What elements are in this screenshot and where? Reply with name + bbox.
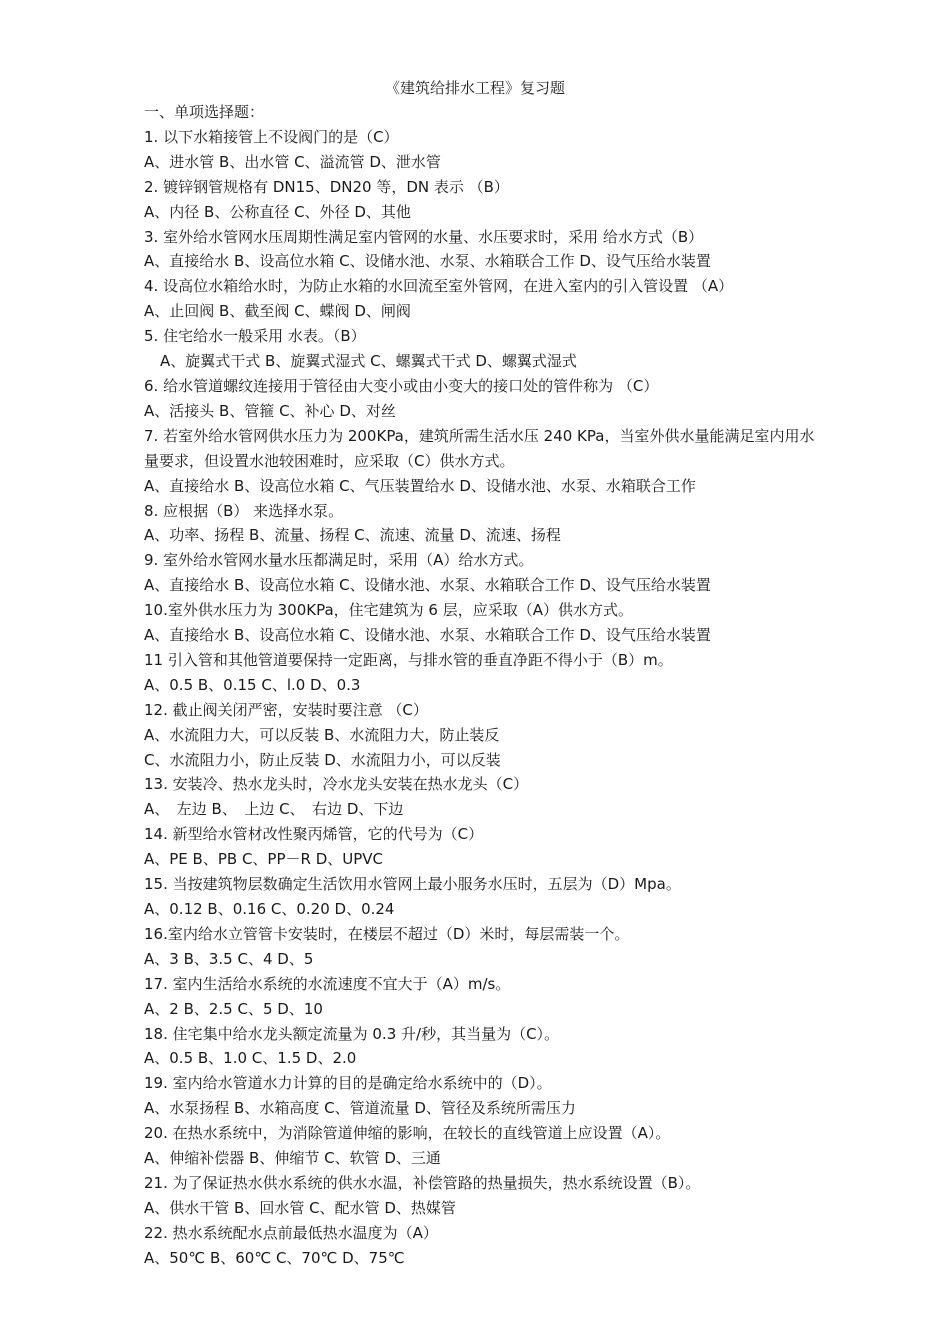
options-line: A、50℃ B、60℃ C、70℃ D、75℃ — [144, 1248, 405, 1267]
question-line: 5. 住宅给水一般采用 水表。（B） — [144, 327, 366, 346]
question-line: 22. 热水系统配水点前最低热水温度为（A） — [144, 1223, 438, 1242]
question-line: 3. 室外给水管网水压周期性满足室内管网的水量、水压要求时，采用 给水方式（B） — [144, 227, 704, 246]
question-line: 2. 镀锌钢管规格有 DN15、DN20 等，DN 表示 （B） — [144, 177, 509, 196]
options-line: A、水流阻力大，可以反装 B、水流阻力大，防止装反 — [144, 725, 500, 744]
options-line: A、PE B、PB C、PP－R D、UPVC — [144, 850, 384, 869]
question-line: 11 引入管和其他管道要保持一定距离，与排水管的垂直净距不得小于（B）m。 — [144, 650, 673, 669]
question-line: 7. 若室外给水管网供水压力为 200KPa，建筑所需生活水压 240 KPa，当室外供水量能满足室内用水量要求，但设置水池较困难时，应采取（C）供水方式。 — [144, 426, 815, 470]
options-line: A、2 B、2.5 C、5 D、10 — [144, 999, 323, 1018]
section-heading: 一、单项选择题： — [144, 103, 265, 121]
options-line: A、0.5 B、0.15 C、l.0 D、0.3 — [144, 675, 361, 694]
options-line: A、直接给水 B、设高位水箱 C、设储水池、水泵、水箱联合工作 D、设气压给水装置 — [144, 626, 711, 645]
question-line: 15. 当按建筑物层数确定生活饮用水管网上最小服务水压时，五层为（D）Mpa。 — [144, 875, 681, 894]
question-line: 18. 住宅集中给水龙头额定流量为 0.3 升/秒，其当量为（C）。 — [144, 1024, 560, 1043]
options-line: A、活接头 B、管箍 C、补心 D、对丝 — [144, 401, 396, 420]
options-line: A、进水管 B、出水管 C、溢流管 D、泄水管 — [144, 152, 441, 171]
options-line: A、止回阀 B、截至阀 C、蝶阀 D、闸阀 — [144, 302, 411, 321]
document-title: 《建筑给排水工程》复习题 — [384, 79, 565, 97]
question-line: 19. 室内给水管道水力计算的目的是确定给水系统中的（D）。 — [144, 1074, 552, 1093]
options-line: A、0.12 B、0.16 C、0.20 D、0.24 — [144, 900, 395, 918]
question-line: 12. 截止阀关闭严密，安装时要注意 （C） — [144, 700, 428, 719]
options-line: A、3 B、3.5 C、4 D、5 — [144, 949, 314, 968]
options-line: A、水泵扬程 B、水箱高度 C、管道流量 D、管径及系统所需压力 — [144, 1099, 576, 1118]
question-line: 1. 以下水箱接管上不设阀门的是（C） — [144, 127, 399, 146]
question-line: 4. 设高位水箱给水时，为防止水箱的水回流至室外管网，在进入室内的引入管设置 （A） — [144, 277, 734, 296]
options-line: A、 左边 B、 上边 C、 右边 D、下边 — [144, 800, 404, 819]
question-line: 21. 为了保证热水供水系统的供水水温，补偿管路的热量损失，热水系统设置（B）。 — [144, 1173, 701, 1192]
options-line: A、旋翼式干式 B、旋翼式湿式 C、螺翼式干式 D、螺翼式湿式 — [160, 352, 577, 371]
options-line: A、0.5 B、1.0 C、1.5 D、2.0 — [144, 1049, 357, 1068]
options-line: A、直接给水 B、设高位水箱 C、气压装置给水 D、设储水池、水泵、水箱联合工作 — [144, 476, 696, 495]
question-line: 17. 室内生活给水系统的水流速度不宜大于（A）m/s。 — [144, 974, 511, 993]
options-line: A、直接给水 B、设高位水箱 C、设储水池、水泵、水箱联合工作 D、设气压给水装置 — [144, 252, 711, 271]
question-line: 16.室内给水立管管卡安装时，在楼层不超过（D）米时，每层需装一个。 — [144, 924, 630, 943]
options-line: A、内径 B、公称直径 C、外径 D、其他 — [144, 202, 411, 221]
options-line: A、供水干管 B、回水管 C、配水管 D、热媒管 — [144, 1198, 456, 1217]
options-line: A、直接给水 B、设高位水箱 C、设储水池、水泵、水箱联合工作 D、设气压给水装置 — [144, 576, 711, 595]
options-line: A、伸缩补偿器 B、伸缩节 C、软管 D、三通 — [144, 1149, 441, 1168]
question-line: 6. 给水管道螺纹连接用于管径由大变小或由小变大的接口处的管件称为 （C） — [144, 376, 659, 395]
question-line: 9. 室外给水管网水量水压都满足时，采用（A）给水方式。 — [144, 551, 534, 570]
options-line: C、水流阻力小，防止反装 D、水流阻力小，可以反装 — [144, 750, 501, 769]
question-line: 14. 新型给水管材改性聚丙烯管，它的代号为（C） — [144, 825, 484, 844]
question-line: 20. 在热水系统中，为消除管道伸缩的影响，在较长的直线管道上应设置（A）。 — [144, 1124, 671, 1143]
question-list — [144, 100, 824, 1271]
question-line: 8. 应根据（B） 来选择水泵。 — [144, 501, 344, 520]
question-line: 10.室外供水压力为 300KPa，住宅建筑为 6 层，应采取（A）供水方式。 — [144, 601, 633, 620]
question-line: 13. 安装冷、热水龙头时，冷水龙头安装在热水龙头（C） — [144, 775, 529, 794]
options-line: A、功率、扬程 B、流量、扬程 C、流速、流量 D、流速、扬程 — [144, 526, 561, 545]
